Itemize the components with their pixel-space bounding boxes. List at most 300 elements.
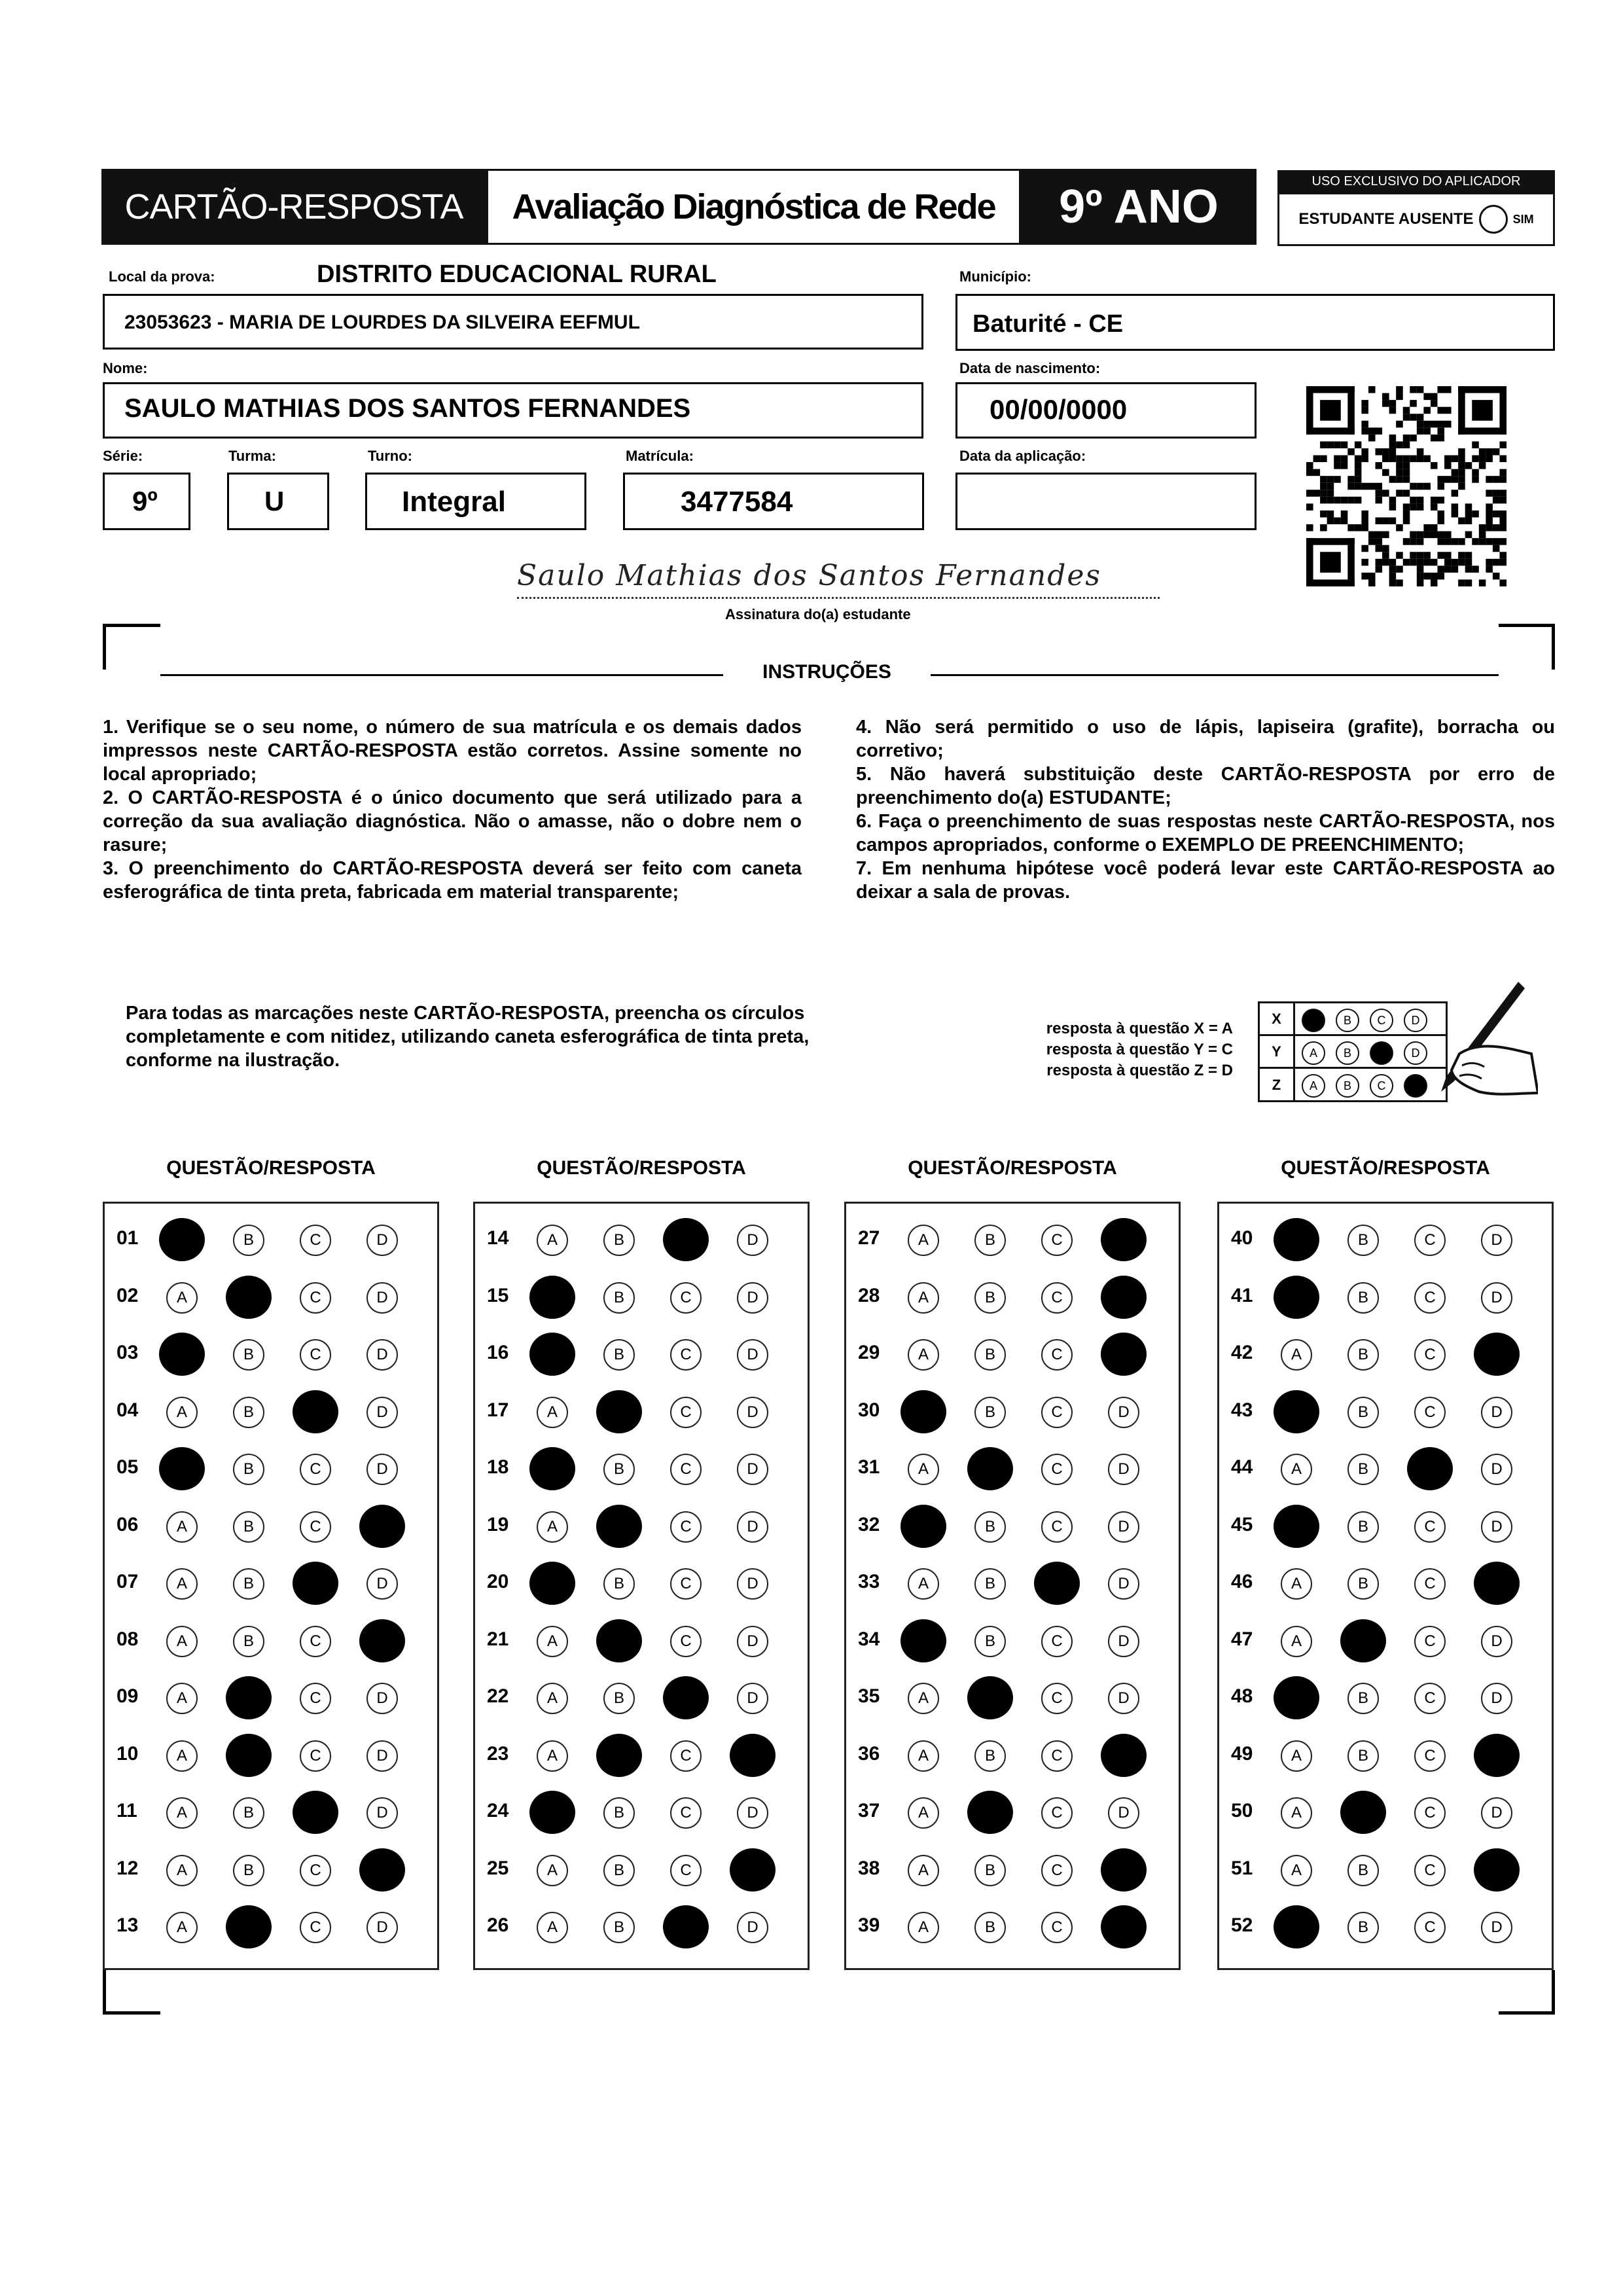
answer-bubble-b[interactable]	[226, 1276, 272, 1319]
question-number: 25	[487, 1857, 509, 1879]
answer-bubble-c[interactable]	[1414, 1797, 1446, 1829]
answer-bubble-d[interactable]	[366, 1282, 398, 1314]
answer-bubble-d[interactable]	[1481, 1282, 1512, 1314]
instruction-6: 6. Faça o preenchimento de suas respostas neste CARTÃO-RESPOSTA, nos campos apropriados, conforme o EXEMPLO DE PREENCHIMENTO;	[856, 811, 1555, 855]
answer-bubble-b[interactable]	[233, 1568, 264, 1600]
bubble-letter: D	[1491, 1689, 1503, 1707]
answer-bubble-b[interactable]	[233, 1454, 264, 1485]
answer-bubble-d[interactable]	[737, 1511, 768, 1543]
answer-bubble-d[interactable]	[1474, 1848, 1520, 1892]
example-legend	[969, 1018, 1233, 1081]
answer-bubble-c[interactable]	[1414, 1855, 1446, 1886]
answer-bubble-a[interactable]	[166, 1568, 198, 1600]
question-row	[1219, 1444, 1552, 1490]
answer-bubble-c[interactable]	[1041, 1683, 1073, 1714]
answer-bubble-b[interactable]	[1347, 1339, 1379, 1371]
answer-bubble-d[interactable]	[1481, 1225, 1512, 1256]
answer-bubble-a[interactable]	[1274, 1218, 1319, 1261]
answer-bubble-a[interactable]	[159, 1218, 205, 1261]
answer-bubble-d[interactable]	[737, 1568, 768, 1600]
answer-bubble-d[interactable]	[1108, 1797, 1139, 1829]
question-row	[105, 1617, 437, 1662]
bubble-letter: D	[376, 1746, 388, 1765]
example-bubble-letter: C	[1377, 1013, 1386, 1027]
answer-bubble-d[interactable]	[1474, 1562, 1520, 1605]
bubble-letter: B	[1357, 1517, 1368, 1535]
answer-bubble-b[interactable]	[967, 1791, 1013, 1834]
answer-bubble-d[interactable]	[366, 1339, 398, 1371]
bubble-letter: C	[1424, 1346, 1436, 1363]
instruction-1: 1. Verifique se o seu nome, o número de sua matrícula e os demais dados impressos neste CARTÃO-RESPOSTA estão corretos. Assine somente no local apropriado;	[103, 717, 802, 785]
answer-bubble-d[interactable]	[737, 1454, 768, 1485]
answer-bubble-b[interactable]	[226, 1734, 272, 1777]
answer-bubble-c[interactable]	[1414, 1282, 1446, 1314]
answer-bubble-d[interactable]	[1101, 1734, 1147, 1777]
answer-bubble-c[interactable]	[300, 1683, 331, 1714]
answer-bubble-c[interactable]	[300, 1626, 331, 1657]
answer-bubble-a[interactable]	[166, 1912, 198, 1943]
answer-bubble-a[interactable]	[901, 1505, 946, 1548]
question-number: 01	[116, 1227, 139, 1249]
answer-bubble-c[interactable]	[670, 1511, 702, 1543]
answer-bubble-c[interactable]	[663, 1218, 709, 1261]
answer-bubble-c[interactable]	[670, 1740, 702, 1772]
answer-bubble-a[interactable]	[166, 1797, 198, 1829]
answer-bubble-b[interactable]	[974, 1339, 1006, 1371]
answer-bubble-b[interactable]	[603, 1225, 635, 1256]
answer-bubble-b[interactable]	[974, 1397, 1006, 1428]
answer-bubble-a[interactable]	[1274, 1905, 1319, 1948]
answer-bubble-c[interactable]	[1041, 1397, 1073, 1428]
answer-bubble-d[interactable]	[1108, 1511, 1139, 1543]
answer-bubble-d[interactable]	[1108, 1626, 1139, 1657]
answer-bubble-a[interactable]	[901, 1619, 946, 1662]
answer-bubble-d[interactable]	[1101, 1276, 1147, 1319]
answer-bubble-b[interactable]	[1340, 1791, 1386, 1834]
answer-bubble-d[interactable]	[366, 1912, 398, 1943]
question-number: 07	[116, 1571, 139, 1592]
answer-bubble-c[interactable]	[300, 1855, 331, 1886]
bubble-letter: C	[310, 1632, 321, 1650]
answer-bubble-c[interactable]	[1407, 1447, 1453, 1490]
answer-bubble-d[interactable]	[737, 1397, 768, 1428]
answer-bubble-d[interactable]	[366, 1797, 398, 1829]
answer-bubble-a[interactable]	[529, 1333, 575, 1376]
answer-bubble-a[interactable]	[537, 1225, 568, 1256]
answer-bubble-b[interactable]	[967, 1447, 1013, 1490]
bubble-letter: B	[1357, 1861, 1368, 1879]
answer-bubble-b[interactable]	[1347, 1740, 1379, 1772]
bubble-letter: B	[984, 1288, 995, 1306]
answer-bubble-b[interactable]	[1347, 1282, 1379, 1314]
answer-bubble-d[interactable]	[1481, 1683, 1512, 1714]
answer-bubble-a[interactable]	[159, 1447, 205, 1490]
answer-bubble-b[interactable]	[1347, 1454, 1379, 1485]
answer-bubble-c[interactable]	[663, 1676, 709, 1719]
answer-bubble-b[interactable]	[1340, 1619, 1386, 1662]
answer-bubble-d[interactable]	[1474, 1734, 1520, 1777]
answer-bubble-b[interactable]	[603, 1855, 635, 1886]
answer-bubble-d[interactable]	[737, 1282, 768, 1314]
answer-bubble-b[interactable]	[967, 1676, 1013, 1719]
answer-bubble-a[interactable]	[529, 1447, 575, 1490]
bubble-letter: B	[1357, 1288, 1368, 1306]
bubble-letter: A	[918, 1746, 929, 1765]
answer-bubble-d[interactable]	[1481, 1797, 1512, 1829]
answer-bubble-b[interactable]	[596, 1390, 642, 1433]
answer-bubble-b[interactable]	[233, 1397, 264, 1428]
answer-bubble-b[interactable]	[603, 1568, 635, 1600]
bubble-letter: C	[680, 1632, 692, 1650]
answer-bubble-b[interactable]	[974, 1855, 1006, 1886]
answer-bubble-c[interactable]	[293, 1562, 338, 1605]
question-row	[846, 1215, 1179, 1261]
answer-bubble-c[interactable]	[670, 1454, 702, 1485]
answer-bubble-d[interactable]	[1474, 1333, 1520, 1376]
question-row	[105, 1444, 437, 1490]
answer-bubble-c[interactable]	[1414, 1740, 1446, 1772]
answer-bubble-d[interactable]	[1481, 1454, 1512, 1485]
answer-bubble-c[interactable]	[670, 1397, 702, 1428]
answer-bubble-a[interactable]	[908, 1912, 939, 1943]
question-number: 24	[487, 1800, 509, 1821]
answer-bubble-b[interactable]	[233, 1797, 264, 1829]
answer-bubble-a[interactable]	[166, 1397, 198, 1428]
answer-bubble-d[interactable]	[737, 1797, 768, 1829]
answer-bubble-d[interactable]	[1481, 1912, 1512, 1943]
pen-hand-icon	[1407, 982, 1538, 1113]
bubble-letter: D	[747, 1575, 758, 1592]
question-number: 18	[487, 1456, 509, 1478]
answer-bubble-b[interactable]	[226, 1905, 272, 1948]
answer-bubble-b[interactable]	[974, 1740, 1006, 1772]
answer-bubble-a[interactable]	[529, 1562, 575, 1605]
answer-bubble-b[interactable]	[603, 1454, 635, 1485]
answer-bubble-b[interactable]	[233, 1511, 264, 1543]
bubble-letter: D	[747, 1460, 758, 1478]
question-number: 04	[116, 1399, 139, 1421]
answer-bubble-c[interactable]	[1414, 1511, 1446, 1543]
answer-bubble-c[interactable]	[300, 1282, 331, 1314]
answer-bubble-d[interactable]	[1101, 1333, 1147, 1376]
answer-bubble-c[interactable]	[300, 1225, 331, 1256]
signature-label: Assinatura do(a) estudante	[725, 606, 911, 622]
answer-bubble-b[interactable]	[233, 1855, 264, 1886]
question-number: 31	[858, 1456, 880, 1478]
answer-bubble-d[interactable]	[1101, 1905, 1147, 1948]
bubble-letter: B	[984, 1918, 995, 1936]
answer-bubble-d[interactable]	[366, 1740, 398, 1772]
answer-bubble-b[interactable]	[974, 1568, 1006, 1600]
bubble-letter: D	[376, 1403, 388, 1421]
answer-bubble-c[interactable]	[1414, 1912, 1446, 1943]
answer-bubble-d[interactable]	[366, 1454, 398, 1485]
example-bubble-c	[1370, 1041, 1393, 1065]
answer-bubble-d[interactable]	[1481, 1397, 1512, 1428]
answer-bubble-c[interactable]	[1041, 1511, 1073, 1543]
answer-bubble-c[interactable]	[1041, 1855, 1073, 1886]
question-row	[105, 1846, 437, 1892]
answer-bubble-d[interactable]	[1108, 1568, 1139, 1600]
answer-bubble-c[interactable]	[1414, 1683, 1446, 1714]
answer-bubble-a[interactable]	[1274, 1505, 1319, 1548]
answer-bubble-b[interactable]	[1347, 1855, 1379, 1886]
bubble-letter: A	[918, 1346, 929, 1363]
answer-bubble-b[interactable]	[974, 1225, 1006, 1256]
answer-bubble-c[interactable]	[670, 1855, 702, 1886]
answer-bubble-b[interactable]	[233, 1339, 264, 1371]
example-bubble-a	[1302, 1041, 1325, 1065]
answer-bubble-c[interactable]	[1041, 1797, 1073, 1829]
question-number: 05	[116, 1456, 139, 1478]
bubble-letter: A	[1291, 1746, 1302, 1765]
bubble-letter: A	[176, 1861, 187, 1879]
bubble-letter: B	[1357, 1575, 1368, 1592]
answer-bubble-a[interactable]	[901, 1390, 946, 1433]
answer-bubble-a[interactable]	[908, 1282, 939, 1314]
answer-bubble-c[interactable]	[1041, 1740, 1073, 1772]
bubble-letter: C	[680, 1460, 692, 1478]
question-row	[105, 1388, 437, 1433]
answer-bubble-c[interactable]	[670, 1568, 702, 1600]
bubble-letter: A	[176, 1804, 187, 1821]
bubble-letter: C	[310, 1517, 321, 1535]
answer-bubble-d[interactable]	[366, 1683, 398, 1714]
answer-bubble-d[interactable]	[366, 1397, 398, 1428]
turma-label: Turma:	[228, 448, 276, 464]
bubble-letter: B	[613, 1231, 624, 1249]
answer-bubble-b[interactable]	[233, 1225, 264, 1256]
answer-bubble-a[interactable]	[537, 1740, 568, 1772]
answer-bubble-a[interactable]	[1274, 1390, 1319, 1433]
nome-value: SAULO MATHIAS DOS SANTOS FERNANDES	[124, 394, 691, 423]
question-number: 11	[116, 1800, 137, 1821]
answer-bubble-d[interactable]	[359, 1505, 405, 1548]
question-number: 41	[1231, 1284, 1253, 1306]
answer-bubble-a[interactable]	[166, 1626, 198, 1657]
bubble-letter: C	[1424, 1231, 1436, 1249]
answer-bubble-d[interactable]	[1101, 1218, 1147, 1261]
answer-bubble-c[interactable]	[1041, 1912, 1073, 1943]
answer-bubble-d[interactable]	[1481, 1626, 1512, 1657]
municipio-label: Município:	[959, 268, 1031, 285]
question-number: 17	[487, 1399, 509, 1421]
answer-bubble-c[interactable]	[1041, 1339, 1073, 1371]
answer-bubble-b[interactable]	[1347, 1511, 1379, 1543]
answer-bubble-b[interactable]	[974, 1626, 1006, 1657]
answer-bubble-a[interactable]	[159, 1333, 205, 1376]
answer-bubble-c[interactable]	[1041, 1282, 1073, 1314]
answer-bubble-c[interactable]	[663, 1905, 709, 1948]
answer-bubble-a[interactable]	[1281, 1626, 1312, 1657]
answer-bubble-a[interactable]	[1281, 1568, 1312, 1600]
answer-bubble-b[interactable]	[603, 1339, 635, 1371]
answer-bubble-b[interactable]	[226, 1676, 272, 1719]
absent-checkbox[interactable]	[1479, 205, 1508, 234]
answer-bubble-b[interactable]	[603, 1797, 635, 1829]
question-number: 13	[116, 1914, 139, 1936]
question-number: 42	[1231, 1342, 1253, 1363]
bubble-letter: C	[1424, 1804, 1436, 1821]
answer-bubble-c[interactable]	[1034, 1562, 1080, 1605]
instruction-3: 3. O preenchimento do CARTÃO-RESPOSTA deverá ser feito com caneta esferográfica de tinta preta, fabricada em material transparente;	[103, 858, 802, 903]
answer-bubble-a[interactable]	[537, 1397, 568, 1428]
question-row	[105, 1215, 437, 1261]
card-title: CARTÃO-RESPOSTA	[101, 169, 486, 245]
answer-bubble-c[interactable]	[670, 1797, 702, 1829]
answer-bubble-a[interactable]	[1281, 1855, 1312, 1886]
corner-mark-bottom-left-v	[103, 1970, 106, 2015]
answer-bubble-a[interactable]	[537, 1683, 568, 1714]
answer-bubble-d[interactable]	[1101, 1848, 1147, 1892]
bubble-letter: A	[546, 1231, 558, 1249]
answer-bubble-c[interactable]	[300, 1454, 331, 1485]
bubble-letter: C	[1051, 1517, 1063, 1535]
answer-bubble-d[interactable]	[737, 1912, 768, 1943]
answer-bubble-c[interactable]	[1041, 1454, 1073, 1485]
answer-bubble-a[interactable]	[1281, 1454, 1312, 1485]
answer-bubble-a[interactable]	[908, 1339, 939, 1371]
bubble-letter: C	[1051, 1746, 1063, 1765]
bubble-letter: C	[680, 1746, 692, 1765]
question-row	[846, 1674, 1179, 1719]
answer-bubble-a[interactable]	[537, 1912, 568, 1943]
answer-bubble-c[interactable]	[300, 1511, 331, 1543]
answer-bubble-d[interactable]	[737, 1339, 768, 1371]
bubble-letter: C	[1424, 1288, 1436, 1306]
answer-bubble-b[interactable]	[596, 1619, 642, 1662]
answer-bubble-a[interactable]	[908, 1740, 939, 1772]
answer-bubble-a[interactable]	[908, 1225, 939, 1256]
answer-bubble-a[interactable]	[1281, 1339, 1312, 1371]
answer-bubble-b[interactable]	[596, 1505, 642, 1548]
example-line-y: resposta à questão Y = C	[1046, 1041, 1233, 1058]
bubble-letter: C	[1051, 1918, 1063, 1936]
bubble-letter: D	[1491, 1918, 1503, 1936]
example-line-x: resposta à questão X = A	[1046, 1020, 1233, 1037]
question-row	[846, 1502, 1179, 1548]
answer-bubble-d[interactable]	[737, 1626, 768, 1657]
answer-bubble-c[interactable]	[1041, 1225, 1073, 1256]
answer-bubble-d[interactable]	[366, 1568, 398, 1600]
answer-bubble-b[interactable]	[603, 1282, 635, 1314]
answer-bubble-d[interactable]	[359, 1619, 405, 1662]
answer-bubble-b[interactable]	[1347, 1912, 1379, 1943]
answer-bubble-a[interactable]	[537, 1626, 568, 1657]
answer-bubble-d[interactable]	[1108, 1683, 1139, 1714]
answer-bubble-d[interactable]	[359, 1848, 405, 1892]
answer-bubble-b[interactable]	[1347, 1397, 1379, 1428]
answer-bubble-b[interactable]	[1347, 1225, 1379, 1256]
answer-bubble-c[interactable]	[670, 1339, 702, 1371]
question-row	[846, 1617, 1179, 1662]
question-row	[105, 1273, 437, 1319]
answer-bubble-a[interactable]	[166, 1511, 198, 1543]
answer-bubble-a[interactable]	[166, 1282, 198, 1314]
answer-bubble-a[interactable]	[166, 1683, 198, 1714]
bubble-letter: B	[613, 1575, 624, 1592]
answer-bubble-a[interactable]	[908, 1454, 939, 1485]
example-bubble-b	[1336, 1074, 1359, 1098]
question-number: 35	[858, 1685, 880, 1707]
bubble-letter: C	[1424, 1632, 1436, 1650]
answer-bubble-b[interactable]	[974, 1511, 1006, 1543]
answer-bubble-a[interactable]	[1281, 1740, 1312, 1772]
answer-bubble-c[interactable]	[1414, 1397, 1446, 1428]
answer-bubble-a[interactable]	[1274, 1676, 1319, 1719]
example-bubble-letter: C	[1377, 1079, 1386, 1092]
answer-bubble-b[interactable]	[974, 1912, 1006, 1943]
instructions-rule-left	[160, 674, 723, 676]
answer-bubble-a[interactable]	[1281, 1797, 1312, 1829]
answer-bubble-c[interactable]	[300, 1912, 331, 1943]
answer-bubble-c[interactable]	[293, 1390, 338, 1433]
answer-bubble-d[interactable]	[730, 1734, 776, 1777]
question-row	[475, 1559, 808, 1605]
answer-bubble-c[interactable]	[1414, 1339, 1446, 1371]
question-row	[105, 1330, 437, 1376]
answer-bubble-d[interactable]	[1108, 1454, 1139, 1485]
answer-bubble-c[interactable]	[670, 1626, 702, 1657]
answer-bubble-d[interactable]	[366, 1225, 398, 1256]
answer-bubble-c[interactable]	[1041, 1626, 1073, 1657]
answer-bubble-a[interactable]	[537, 1855, 568, 1886]
answer-bubble-a[interactable]	[166, 1740, 198, 1772]
answer-bubble-c[interactable]	[293, 1791, 338, 1834]
answer-bubble-a[interactable]	[166, 1855, 198, 1886]
answer-bubble-a[interactable]	[908, 1568, 939, 1600]
answer-bubble-a[interactable]	[1274, 1276, 1319, 1319]
bubble-letter: D	[1118, 1403, 1130, 1421]
answer-bubble-a[interactable]	[537, 1511, 568, 1543]
answer-bubble-b[interactable]	[1347, 1683, 1379, 1714]
answer-bubble-d[interactable]	[730, 1848, 776, 1892]
bubble-letter: D	[1491, 1460, 1503, 1478]
answer-bubble-b[interactable]	[974, 1282, 1006, 1314]
answer-bubble-a[interactable]	[908, 1683, 939, 1714]
answer-bubble-c[interactable]	[670, 1282, 702, 1314]
answer-bubble-b[interactable]	[1347, 1568, 1379, 1600]
answer-bubble-b[interactable]	[603, 1683, 635, 1714]
answer-bubble-a[interactable]	[529, 1276, 575, 1319]
answer-bubble-b[interactable]	[233, 1626, 264, 1657]
bubble-letter: B	[243, 1575, 254, 1592]
answer-bubble-c[interactable]	[300, 1740, 331, 1772]
answer-bubble-c[interactable]	[1414, 1568, 1446, 1600]
question-number: 15	[487, 1284, 509, 1306]
bubble-letter: B	[1357, 1346, 1368, 1363]
answer-bubble-b[interactable]	[603, 1912, 635, 1943]
question-row	[475, 1215, 808, 1261]
answer-bubble-a[interactable]	[908, 1855, 939, 1886]
answer-bubble-b[interactable]	[596, 1734, 642, 1777]
answer-bubble-d[interactable]	[737, 1225, 768, 1256]
answer-bubble-a[interactable]	[529, 1791, 575, 1834]
answer-bubble-d[interactable]	[1481, 1511, 1512, 1543]
answer-bubble-d[interactable]	[737, 1683, 768, 1714]
question-row	[105, 1502, 437, 1548]
bubble-letter: C	[1424, 1746, 1436, 1765]
question-number: 38	[858, 1857, 880, 1879]
question-row	[1219, 1846, 1552, 1892]
corner-mark-bottom-right-v	[1552, 1970, 1555, 2015]
answer-bubble-d[interactable]	[1108, 1397, 1139, 1428]
answer-bubble-c[interactable]	[300, 1339, 331, 1371]
turno-label: Turno:	[368, 448, 413, 464]
answer-bubble-a[interactable]	[908, 1797, 939, 1829]
answer-bubble-c[interactable]	[1414, 1225, 1446, 1256]
answer-bubble-c[interactable]	[1414, 1626, 1446, 1657]
